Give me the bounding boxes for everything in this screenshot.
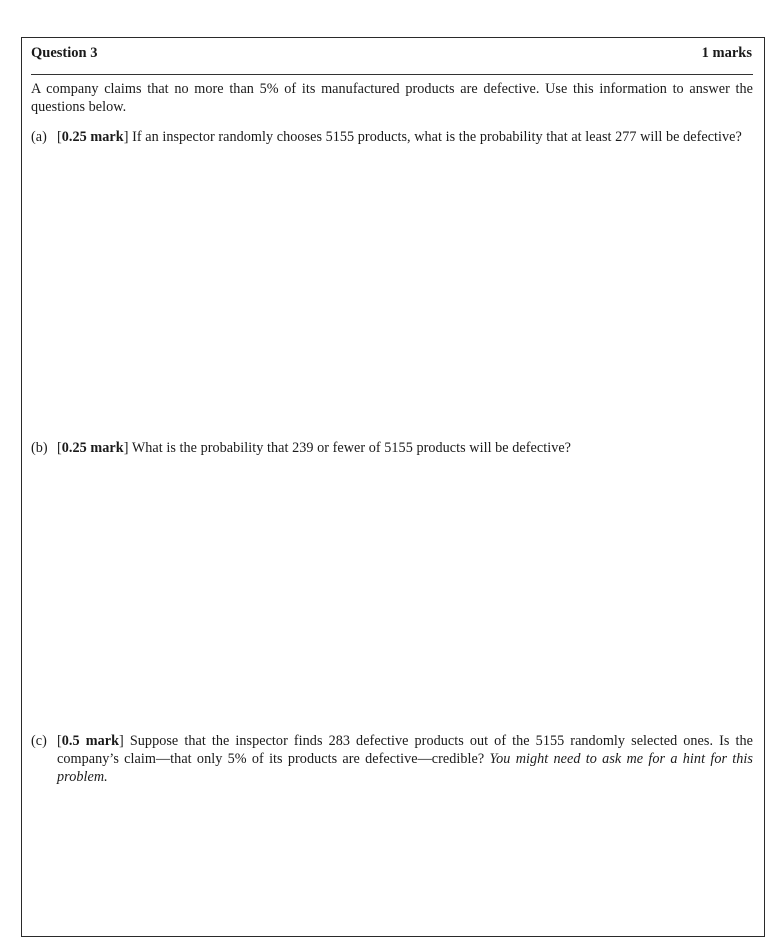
mark-bracket-close: ] — [119, 733, 124, 749]
question-marks: 1 marks — [701, 45, 752, 61]
part-label: (b) — [31, 440, 48, 456]
mark-bracket-close: ] — [123, 440, 129, 456]
part-hint: You might need to ask me for a hint for this problem. — [57, 751, 753, 785]
part-a — [31, 128, 753, 146]
mark-bracket-open: [ — [57, 733, 62, 749]
part-b — [31, 439, 753, 457]
part-mark: 0.5 mark — [61, 733, 120, 749]
part-mark: 0.25 mark — [61, 440, 124, 456]
part-body — [57, 128, 753, 146]
part-label: (c) — [31, 733, 47, 749]
header-divider — [31, 74, 753, 75]
part-c — [31, 732, 753, 786]
part-body — [57, 439, 753, 457]
question-title: Question 3 — [31, 45, 98, 61]
mark-bracket-open: [ — [57, 440, 62, 456]
mark-bracket-close: ] — [123, 129, 129, 145]
question-box — [21, 37, 765, 937]
part-text: If an inspector randomly chooses 5155 products, what is the probability that at least 277 will be defective? — [128, 129, 742, 145]
part-mark: 0.25 mark — [61, 129, 124, 145]
part-body — [57, 732, 753, 786]
mark-bracket-open: [ — [57, 129, 62, 145]
question-header — [31, 45, 752, 67]
part-text: Suppose that the inspector finds 283 defective products out of the 5155 randomly selected ones. Is the company’s claim—that only 5% of its products are defective—credible? — [57, 733, 753, 767]
part-text: What is the probability that 239 or fewer of 5155 products will be defective? — [128, 440, 572, 456]
question-intro: A company claims that no more than 5% of its manufactured products are defective. Use this information to answer the questions below. — [31, 81, 753, 115]
part-label: (a) — [31, 129, 47, 145]
